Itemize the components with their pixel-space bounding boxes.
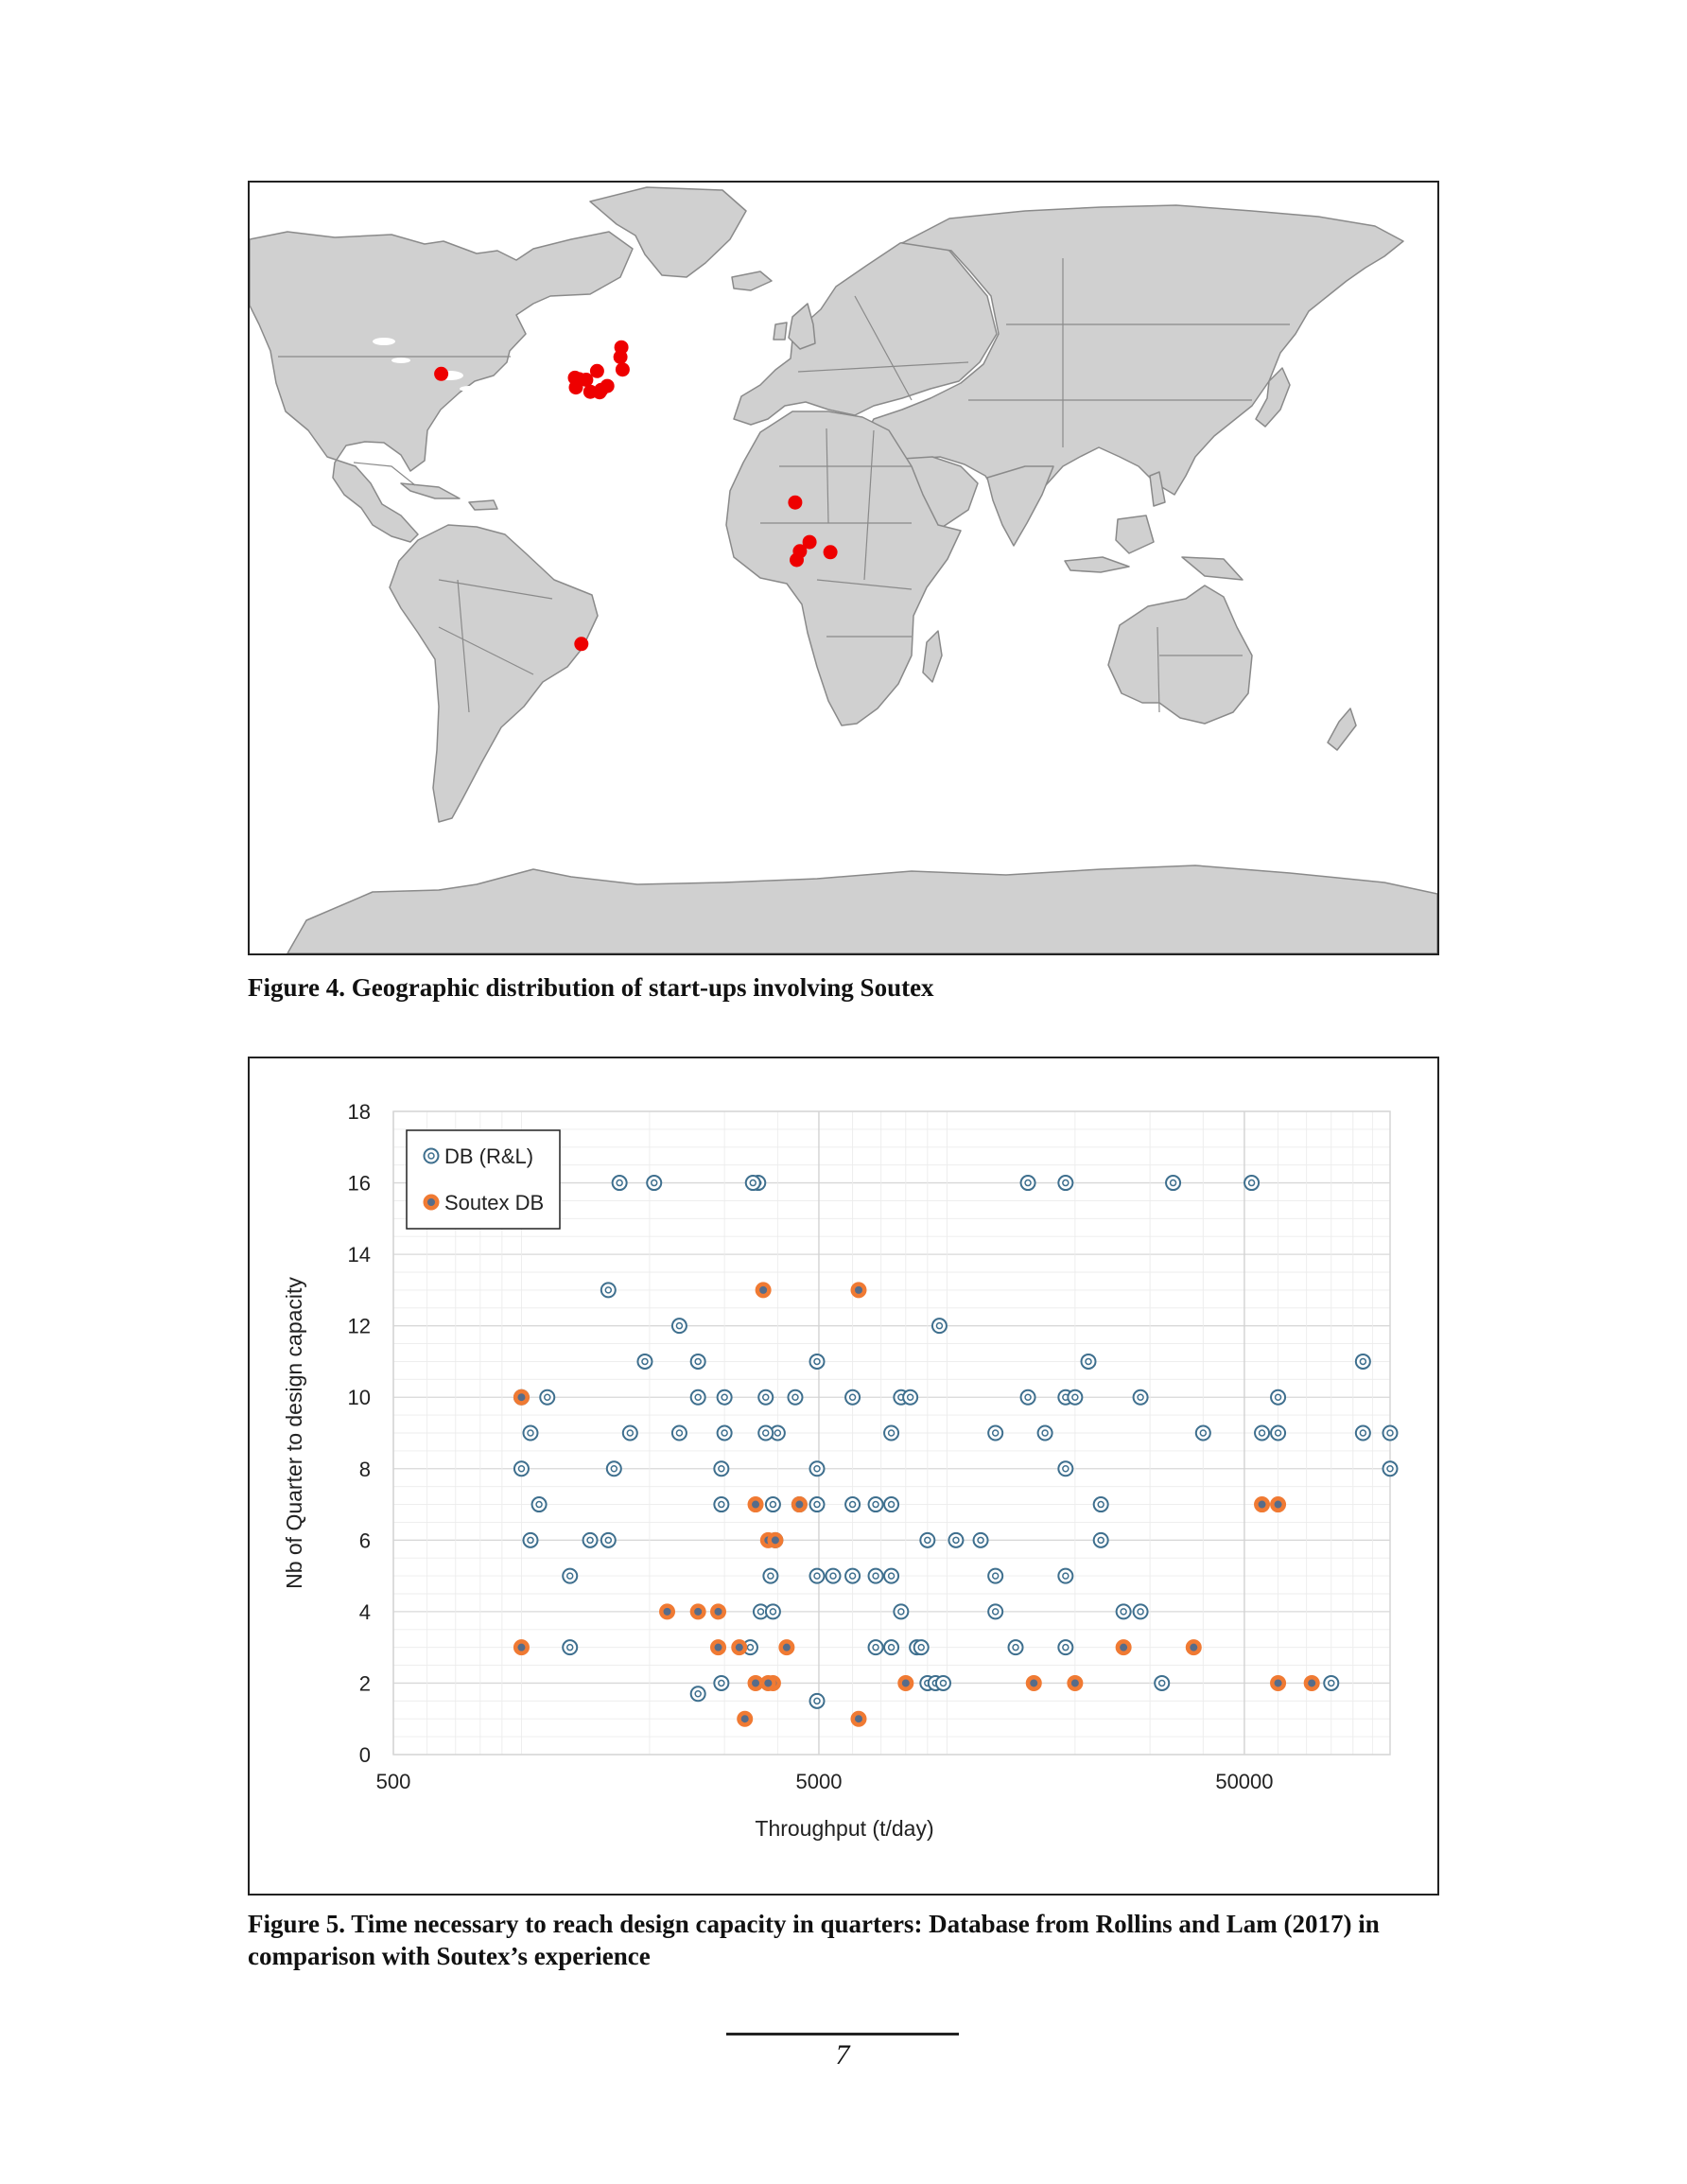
db-rl-point [788, 1390, 802, 1405]
db-rl-point [809, 1461, 824, 1476]
db-rl-point [601, 1533, 616, 1547]
db-rl-point [514, 1461, 529, 1476]
db-rl-point [1356, 1354, 1370, 1369]
db-rl-point [1081, 1354, 1095, 1369]
db-rl-point [691, 1354, 705, 1369]
y-tick-label: 8 [358, 1457, 371, 1481]
soutex-point [738, 1712, 752, 1726]
db-rl-point [758, 1426, 773, 1441]
db-rl-point [845, 1569, 860, 1583]
db-rl-point [809, 1354, 824, 1369]
soutex-point [779, 1640, 793, 1654]
y-tick-label: 16 [347, 1171, 371, 1196]
db-rl-point [809, 1569, 824, 1583]
db-rl-point [718, 1426, 732, 1441]
db-rl-point [637, 1354, 652, 1369]
y-axis-label: Nb of Quarter to design capacity [282, 1277, 306, 1589]
db-rl-point [1166, 1176, 1180, 1190]
db-rl-point [1117, 1604, 1131, 1618]
startup-marker [790, 553, 804, 568]
db-rl-point [714, 1676, 728, 1690]
db-rl-point [894, 1604, 908, 1618]
ireland [774, 323, 787, 340]
startup-marker [434, 367, 448, 381]
db-rl-point [1134, 1390, 1148, 1405]
db-rl-point [988, 1426, 1002, 1441]
db-rl-point [869, 1497, 883, 1511]
soutex-point [514, 1640, 529, 1654]
db-rl-point [583, 1533, 598, 1547]
db-rl-point [672, 1426, 687, 1441]
db-rl-point [601, 1283, 616, 1297]
y-tick-label: 10 [347, 1386, 371, 1410]
db-rl-point [1255, 1426, 1269, 1441]
soutex-point [757, 1283, 771, 1297]
db-rl-point [809, 1497, 824, 1511]
db-rl-point [884, 1640, 898, 1654]
db-rl-point [714, 1461, 728, 1476]
startup-marker [824, 545, 838, 559]
footer-rule [726, 2033, 959, 2035]
soutex-point [1068, 1676, 1082, 1690]
db-rl-point [563, 1640, 577, 1654]
y-tick-label: 4 [358, 1599, 371, 1624]
db-rl-point [845, 1497, 860, 1511]
db-rl-point [607, 1461, 621, 1476]
startup-marker [614, 350, 628, 364]
db-rl-point [1058, 1640, 1072, 1654]
db-rl-point [1155, 1676, 1169, 1690]
db-rl-point [1094, 1497, 1108, 1511]
y-tick-label: 14 [347, 1243, 371, 1267]
soutex-point [898, 1676, 913, 1690]
db-rl-point [869, 1640, 883, 1654]
soutex-point [761, 1676, 775, 1690]
x-tick-label: 500 [375, 1770, 411, 1793]
db-rl-point [540, 1390, 554, 1405]
db-rl-point [1058, 1569, 1072, 1583]
soutex-point [768, 1533, 782, 1547]
y-axis-ticks [348, 1100, 371, 1767]
soutex-point [1255, 1497, 1269, 1511]
db-rl-point [672, 1319, 687, 1333]
db-rl-point [758, 1390, 773, 1405]
db-rl-point [809, 1694, 824, 1708]
startup-marker [616, 362, 630, 376]
soutex-point [711, 1604, 725, 1618]
db-rl-point [1271, 1426, 1285, 1441]
soutex-point [851, 1283, 865, 1297]
db-rl-point [647, 1176, 661, 1190]
figure-4-caption: Figure 4. Geographic distribution of start-ups involving Soutex [248, 973, 934, 1002]
startup-marker [788, 496, 802, 510]
db-rl-point [1196, 1426, 1210, 1441]
soutex-point [732, 1640, 746, 1654]
soutex-point [851, 1712, 865, 1726]
db-rl-point [523, 1426, 537, 1441]
x-axis-label: Throughput (t/day) [755, 1816, 934, 1841]
soutex-point [691, 1604, 705, 1618]
db-rl-point [613, 1176, 627, 1190]
startup-marker [569, 380, 583, 394]
legend [407, 1130, 560, 1229]
db-rl-point [1009, 1640, 1023, 1654]
db-rl-point [948, 1533, 963, 1547]
db-rl-point [523, 1533, 537, 1547]
db-rl-point [532, 1497, 547, 1511]
db-rl-point [1058, 1461, 1072, 1476]
legend-label-soutex: Soutex DB [444, 1191, 545, 1214]
db-rl-point [884, 1426, 898, 1441]
soutex-point [1271, 1497, 1285, 1511]
db-rl-point [884, 1569, 898, 1583]
db-rl-point [1021, 1176, 1035, 1190]
scatter-chart [250, 1058, 1437, 1894]
figure-5-caption: Figure 5. Time necessary to reach design capacity in quarters: Database from Rollins and Lam (2017) in comparison with Soutex’s experience [248, 1910, 1380, 1970]
legend-label-db: DB (R&L) [444, 1144, 534, 1168]
db-rl-point [691, 1686, 705, 1701]
db-rl-point [845, 1390, 860, 1405]
db-rl-point [1244, 1176, 1259, 1190]
db-rl-point [718, 1390, 732, 1405]
db-rl-point [1383, 1426, 1398, 1441]
soutex-point [749, 1497, 763, 1511]
world-map-figure [248, 181, 1439, 955]
db-rl-point [1021, 1390, 1035, 1405]
db-rl-point [1356, 1426, 1370, 1441]
db-rl-point [763, 1569, 777, 1583]
y-tick-label: 0 [358, 1743, 371, 1767]
page-number: 7 [835, 2039, 850, 2070]
db-rl-point [1038, 1426, 1052, 1441]
db-rl-point [914, 1640, 929, 1654]
startup-marker [574, 637, 588, 651]
y-tick-label: 6 [358, 1529, 371, 1553]
db-rl-point [903, 1390, 917, 1405]
db-rl-point [826, 1569, 841, 1583]
db-rl-point [1324, 1676, 1338, 1690]
soutex-point [792, 1497, 807, 1511]
world-map [250, 183, 1437, 953]
x-axis-ticks [376, 1770, 1274, 1793]
db-rl-point [988, 1604, 1002, 1618]
x-tick-label: 5000 [795, 1770, 843, 1793]
db-rl-point [766, 1604, 780, 1618]
soutex-point [711, 1640, 725, 1654]
hispaniola [469, 500, 497, 510]
x-tick-label: 50000 [1215, 1770, 1274, 1793]
db-rl-point [691, 1390, 705, 1405]
soutex-point [514, 1390, 529, 1405]
db-rl-point [1058, 1176, 1072, 1190]
db-rl-point [936, 1676, 950, 1690]
soutex-point [1187, 1640, 1201, 1654]
db-rl-point [988, 1569, 1002, 1583]
soutex-point [1305, 1676, 1319, 1690]
scatter-figure [248, 1057, 1439, 1896]
db-rl-point [884, 1497, 898, 1511]
db-rl-point [746, 1176, 760, 1190]
db-rl-point [766, 1497, 780, 1511]
db-rl-point [1068, 1390, 1082, 1405]
db-rl-point [623, 1426, 637, 1441]
db-rl-point [869, 1569, 883, 1583]
y-tick-label: 12 [347, 1314, 371, 1338]
db-rl-point [1094, 1533, 1108, 1547]
db-rl-point [920, 1533, 934, 1547]
db-rl-point [714, 1497, 728, 1511]
soutex-point [660, 1604, 674, 1618]
y-tick-label: 2 [358, 1671, 371, 1696]
y-tick-label: 18 [347, 1100, 371, 1124]
soutex-point [1271, 1676, 1285, 1690]
db-rl-point [563, 1569, 577, 1583]
soutex-point [1117, 1640, 1131, 1654]
soutex-point [1027, 1676, 1041, 1690]
db-rl-point [1383, 1461, 1398, 1476]
db-rl-point [1271, 1390, 1285, 1405]
db-rl-point [974, 1533, 988, 1547]
db-rl-point [1134, 1604, 1148, 1618]
startup-marker [600, 379, 615, 393]
db-rl-point [932, 1319, 947, 1333]
